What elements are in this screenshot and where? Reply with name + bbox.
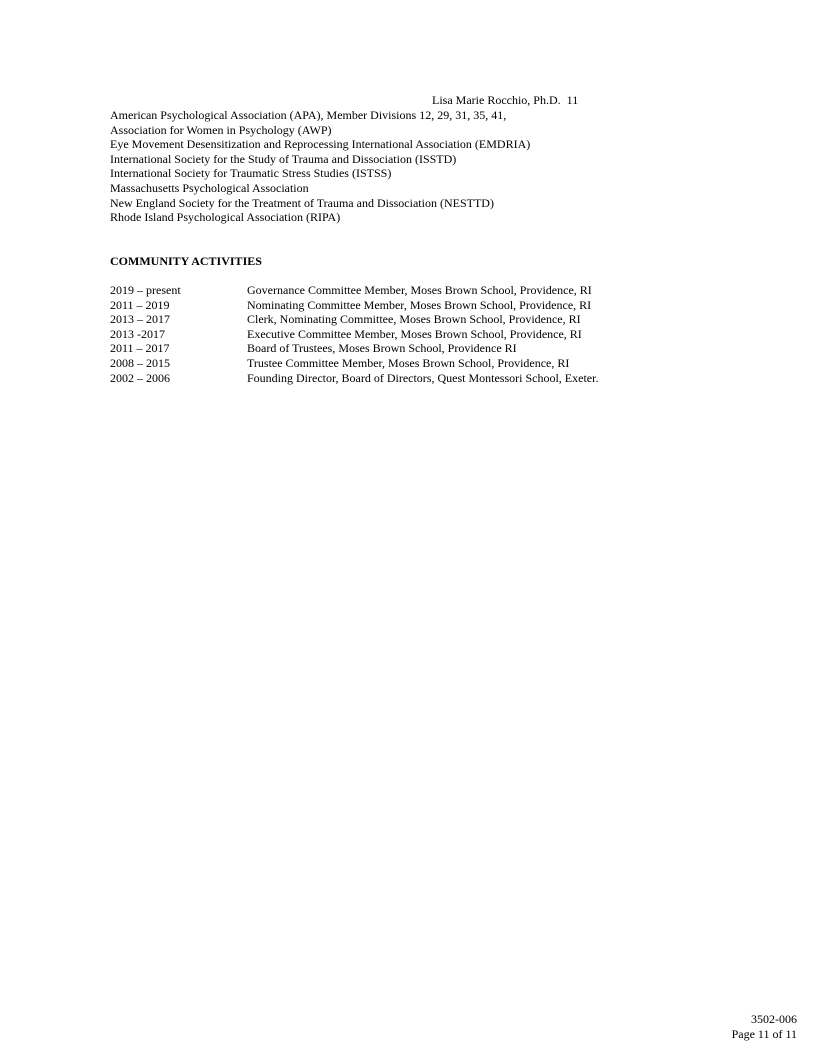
activity-dates: 2008 – 2015: [110, 355, 170, 370]
membership-item: International Society for Traumatic Stress Studies (ISTSS): [110, 166, 392, 181]
activity-row: [110, 356, 598, 371]
activity-row: [110, 283, 598, 298]
membership-item: Association for Women in Psychology (AWP): [110, 122, 332, 137]
page-footer: [732, 1012, 797, 1041]
activity-description: Clerk, Nominating Committee, Moses Brown School, Providence, RI: [247, 312, 581, 327]
membership-item: Massachusetts Psychological Association: [110, 180, 309, 195]
activity-description: Board of Trustees, Moses Brown School, Providence RI: [247, 341, 517, 356]
membership-item: New England Society for the Treatment of Trauma and Dissociation (NESTTD): [110, 195, 494, 210]
activity-description: Trustee Committee Member, Moses Brown School, Providence, RI: [247, 355, 570, 370]
membership-item: International Society for the Study of Trauma and Dissociation (ISSTD): [110, 151, 457, 166]
activity-dates: 2011 – 2019: [110, 297, 170, 312]
membership-item: American Psychological Association (APA), Member Divisions 12, 29, 31, 35, 41,: [110, 108, 507, 122]
document-number: 3502-006: [751, 1012, 797, 1026]
membership-item: Eye Movement Desensitization and Reprocessing International Association (EMDRIA): [110, 137, 531, 152]
activity-description: Governance Committee Member, Moses Brown School, Providence, RI: [247, 283, 592, 297]
activity-dates: 2011 – 2017: [110, 341, 170, 356]
community-activities-list: [110, 283, 598, 385]
page-number: Page 11 of 11: [731, 1026, 797, 1041]
activity-dates: 2019 – present: [110, 283, 181, 297]
activity-row: [110, 312, 598, 327]
activity-row: [110, 341, 598, 356]
activity-dates: 2002 – 2006: [110, 370, 170, 385]
activity-dates: 2013 – 2017: [110, 312, 170, 327]
activity-row: [110, 298, 598, 313]
activity-description: Executive Committee Member, Moses Brown School, Providence, RI: [247, 326, 582, 341]
activity-description: Nominating Committee Member, Moses Brown School, Providence, RI: [247, 297, 592, 312]
running-header: Lisa Marie Rocchio, Ph.D. 11: [432, 93, 579, 107]
activity-row: [110, 371, 598, 386]
activity-description: Founding Director, Board of Directors, Quest Montessori School, Exeter.: [247, 370, 599, 385]
section-heading-community: COMMUNITY ACTIVITIES: [110, 254, 262, 268]
activity-dates: 2013 -2017: [110, 326, 165, 341]
activity-row: [110, 327, 598, 342]
membership-item: Rhode Island Psychological Association (RIPA): [110, 210, 341, 225]
membership-list: [110, 108, 530, 225]
